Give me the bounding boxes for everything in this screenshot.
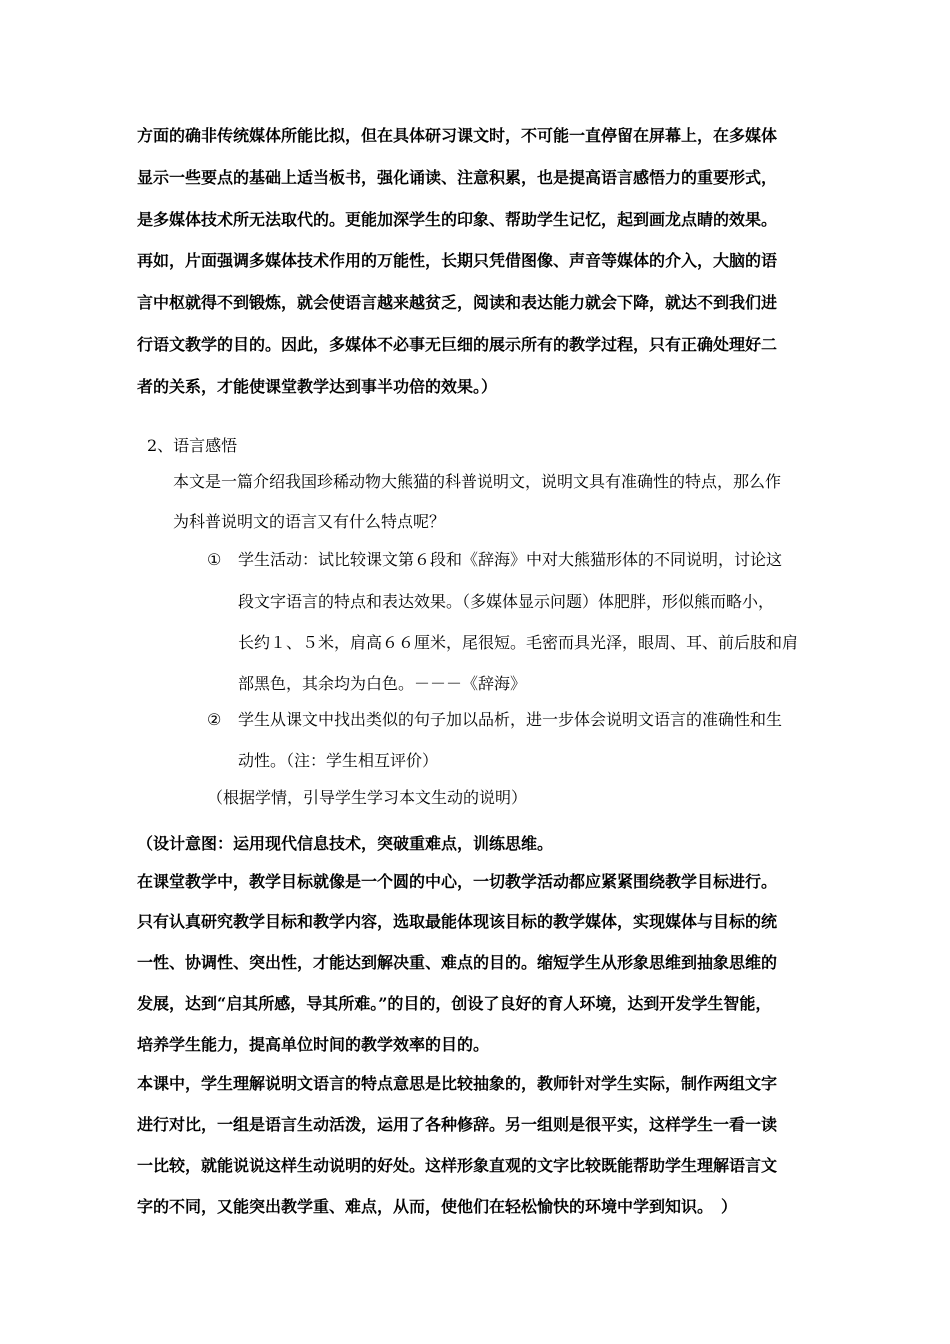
design-intent-line: 一比较，就能说说这样生动说明的好处。这样形象直观的文字比较既能帮助学生理解语言文 [137, 1156, 778, 1175]
design-intent-line: 字的不同，又能突出教学重、难点，从而，使他们在轻松愉快的环境中学到知识。 ） [137, 1197, 738, 1216]
design-intent-line: （设计意图：运用现代信息技术，突破重难点，训练思维。 [137, 834, 554, 853]
list-item-line: 段文字语言的特点和表达效果。（多媒体显示问题）体肥胖，形似熊而略小， [238, 592, 775, 611]
design-intent-line: 培养学生能力，提高单位时间的教学效率的目的。 [137, 1035, 490, 1054]
paragraph-line: 言中枢就得不到锻炼，就会使语言越来越贫乏，阅读和表达能力就会下降，就达不到我们进 [137, 293, 778, 312]
design-intent-line: 在课堂教学中，教学目标就像是一个圆的中心，一切教学活动都应紧紧围绕教学目标进行。 [137, 872, 778, 891]
list-item-line: 部黑色，其余均为白色。－－－《辞海》 [238, 674, 527, 693]
intro-line: 本文是一篇介绍我国珍稀动物大熊猫的科普说明文，说明文具有准确性的特点，那么作 [173, 472, 782, 491]
list-marker: ① [207, 550, 222, 569]
design-intent-line: 本课中，学生理解说明文语言的特点意思是比较抽象的，教师针对学生实际，制作两组文字 [137, 1074, 778, 1093]
paragraph-line: 行语文教学的目的。因此，多媒体不必事无巨细的展示所有的教学过程，只有正确处理好二 [137, 335, 778, 354]
intro-line: 为科普说明文的语言又有什么特点呢？ [173, 512, 446, 531]
design-intent-line: 一性、协调性、突出性，才能达到解决重、难点的目的。缩短学生从形象思维到抽象思维的 [137, 953, 778, 972]
note-line: （根据学情，引导学生学习本文生动的说明） [207, 788, 528, 807]
design-intent-line: 发展，达到“启其所感，导其所难。”的目的，创设了良好的育人环境，达到开发学生智能， [137, 994, 772, 1013]
list-item-line: 学生活动：试比较课文第６段和《辞海》中对大熊猫形体的不同说明，讨论这 [238, 550, 783, 569]
list-item-line: 动性。（注：学生相互评价） [238, 751, 439, 770]
design-intent-line: 进行对比，一组是语言生动活泼，运用了各种修辞。另一组则是很平实，这样学生一看一读 [137, 1115, 778, 1134]
paragraph-line: 方面的确非传统媒体所能比拟，但在具体研习课文时，不可能一直停留在屏幕上，在多媒体 [137, 126, 778, 145]
design-intent-line: 只有认真研究教学目标和教学内容，选取最能体现该目标的教学媒体，实现媒体与目标的统 [137, 912, 778, 931]
paragraph-line: 者的关系，才能使课堂教学达到事半功倍的效果。） [137, 377, 498, 396]
list-marker: ② [207, 710, 222, 729]
paragraph-line: 再如，片面强调多媒体技术作用的万能性，长期只凭借图像、声音等媒体的介入，大脑的语 [137, 251, 778, 270]
paragraph-line: 显示一些要点的基础上适当板书，强化诵读、注意积累，也是提高语言感悟力的重要形式， [137, 168, 778, 187]
section-heading: 2、语言感悟 [147, 436, 238, 455]
list-item-line: 长约１、５米，肩高６６厘米，尾很短。毛密而具光泽，眼周、耳、前后肢和肩 [238, 633, 799, 652]
list-item-line: 学生从课文中找出类似的句子加以品析，进一步体会说明文语言的准确性和生 [238, 710, 783, 729]
paragraph-line: 是多媒体技术所无法取代的。更能加深学生的印象、帮助学生记忆，起到画龙点睛的效果。 [137, 210, 778, 229]
